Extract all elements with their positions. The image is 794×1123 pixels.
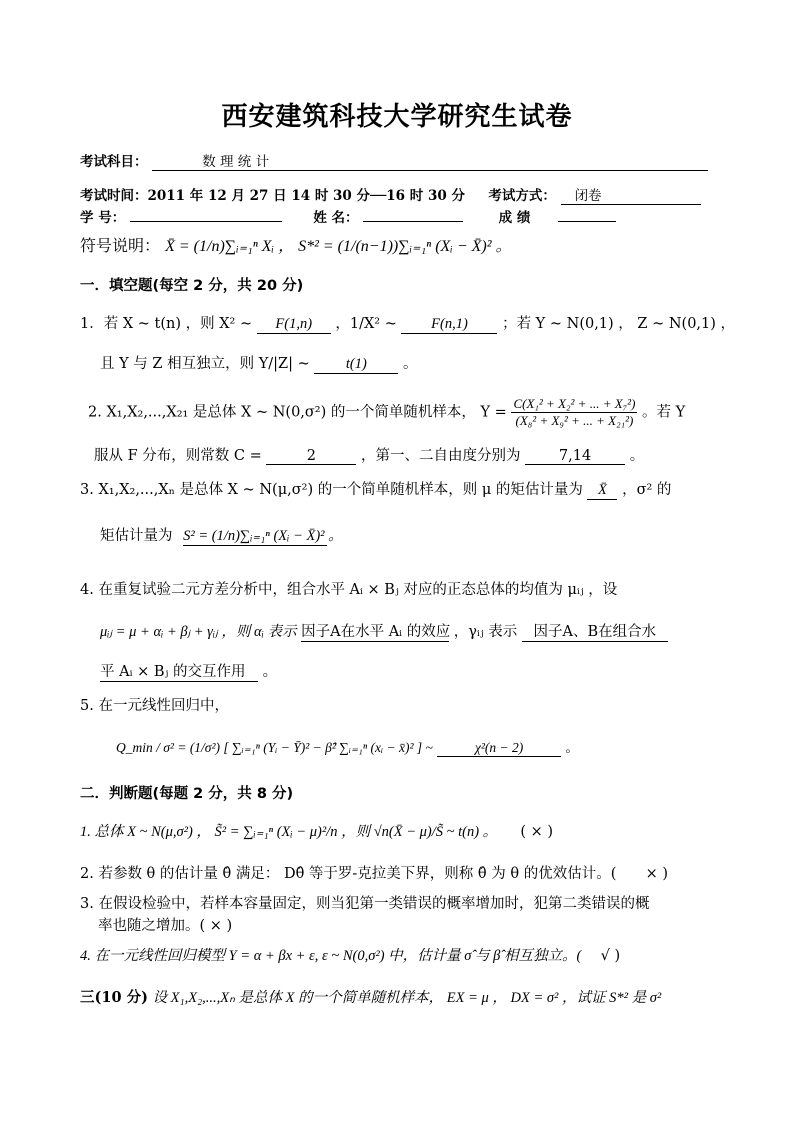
notation-label: 符号说明： <box>80 236 161 255</box>
judge-q2-text: 2. 若参数 θ 的估计量 θ̂ 满足： Dθ̂ 等于罗-克拉美下界，则称 θ̂ 为 θ 的优效估计。( <box>80 866 617 882</box>
q1-answer-2: F(n,1) <box>401 316 497 334</box>
q4-text-a: μᵢⱼ = μ + αᵢ + βⱼ + γᵢⱼ ，则 αᵢ 表示 <box>100 624 297 640</box>
mode-label: 考试方式： <box>488 188 556 204</box>
notation-formula: X̄ = (1/n)∑ᵢ₌₁ⁿ Xᵢ ， S*² = (1/(n−1))∑ᵢ₌₁ⁿ (Xᵢ − X̄)² 。 <box>165 238 512 255</box>
judge-q4-answer: √ ) <box>600 948 621 964</box>
score-field <box>558 207 616 222</box>
student-no-label: 学 号： <box>80 210 126 226</box>
q2-numerator: C(X₁² + X₂² + ... + X₇²) <box>513 396 636 411</box>
q3-text-a: 3. X₁,X₂,...,Xₙ 是总体 X ~ N(μ,σ²) 的一个简单随机样本，则 μ 的矩估计量为 <box>80 482 583 498</box>
score-label: 成 绩 <box>498 210 531 226</box>
student-no-field <box>130 207 282 222</box>
q1-text-c: ；若 Y ~ N(0,1) ， Z ~ N(0,1) ， <box>502 316 736 332</box>
section2-heading: 二．判断题(每题 2 分，共 8 分) <box>80 786 294 802</box>
judge-q1-text: 1. 总体 X ~ N(μ,σ²) ， S̃² = ∑ᵢ₌₁ⁿ (Xᵢ − μ)²/n ，则 √n(X̄ − μ)/S̃ ~ t(n) 。 <box>80 824 498 840</box>
q2-answer-1: 2 <box>266 448 356 465</box>
section1-heading: 一．填空题(每空 2 分，共 20 分) <box>80 278 304 294</box>
judge-q1 <box>80 820 553 841</box>
q1-line2 <box>100 352 417 374</box>
time-value: 2011 年 12 月 27 日 14 时 30 分──16 时 30 分 <box>147 188 465 204</box>
q3-answer-1: X̄ <box>587 482 617 500</box>
q2-denominator: (X₈² + X₉² + ... + X₂₁²) <box>515 413 634 428</box>
q3-answer-2: S² = (1/n)∑ᵢ₌₁ⁿ (Xᵢ − X̄)² 。 <box>183 524 327 546</box>
q2-answer-2: 7,14 <box>525 448 625 465</box>
section3 <box>80 986 661 1007</box>
q1-text-e: 。 <box>402 356 418 372</box>
judge-q3-line2: 率也随之增加。( × ) <box>98 918 233 934</box>
name-label: 姓 名： <box>313 210 359 226</box>
q3-text-b: ，σ² 的 <box>622 482 672 498</box>
q5-answer: χ²(n − 2) <box>437 740 561 757</box>
time-label: 考试时间： <box>80 188 148 204</box>
q2-text-a: 2. X₁,X₂,...,X₂₁ 是总体 X ~ N(0,σ²) 的一个简单随机样本， Y = <box>88 404 507 421</box>
judge-q4 <box>80 944 620 965</box>
q1-text-a: 1．若 X ~ t(n) ，则 X² ~ <box>80 316 253 332</box>
q2-text-c: 服从 F 分布，则常数 C = <box>94 448 262 464</box>
judge-q3-line1: 3. 在假设检验中，若样本容量固定，则当犯第一类错误的概率增加时，犯第二类错误的概 <box>80 896 650 912</box>
q4-answer-1: 因子A在水平 Aᵢ 的效应 <box>301 620 449 642</box>
q1-answer-1: F(1,n) <box>257 316 331 334</box>
subject-label: 考试科目： <box>80 154 148 170</box>
time-row <box>80 184 701 205</box>
q5-line1: 5. 在一元线性回归中， <box>80 698 229 714</box>
q4-answer-2: 因子A、B在组合水 <box>522 620 668 642</box>
q1-answer-3: t(1) <box>314 356 398 374</box>
q4-answer-3: 平 Aᵢ × Bⱼ 的交互作用 <box>100 660 258 682</box>
q4-text-b: ，γᵢⱼ 表示 <box>453 624 518 640</box>
subject-row <box>80 150 708 171</box>
subject-value: 数 理 统 计 <box>152 150 708 171</box>
q2-line1 <box>88 396 685 429</box>
q3-line2 <box>100 524 343 546</box>
q2-text-e: 。 <box>629 448 645 464</box>
q1-text-d: 且 Y 与 Z 相互独立，则 Y/|Z| ~ <box>100 356 310 372</box>
q4-line3 <box>100 660 277 682</box>
q3-text-c: 矩估计量为 <box>100 528 173 544</box>
q2-line2 <box>94 444 644 465</box>
mode-value: 闭卷 <box>561 184 701 205</box>
q2-fraction <box>511 396 637 429</box>
q3-line1 <box>80 478 671 500</box>
judge-q2 <box>80 862 668 883</box>
page-title: 西安建筑科技大学研究生试卷 <box>221 102 573 132</box>
judge-q4-text: 4. 在一元线性回归模型 Y = α + βx + ε, ε ~ N(0,σ²) 中，估计量 σ̂ 与 β̂ 相互独立。( <box>80 948 582 964</box>
section3-label: 三(10 分) <box>80 989 148 1006</box>
q4-line2 <box>100 620 668 642</box>
q2-text-b: 。若 Y <box>642 404 686 421</box>
name-field <box>363 207 463 222</box>
section3-text: 设 X₁,X₂,...,Xₙ 是总体 X 的一个简单随机样本， EX = μ ， DX = σ² ，试证 S*² 是 σ² <box>152 990 662 1006</box>
q5-formula: Q_min / σ² = (1/σ²) [ ∑ᵢ₌₁ⁿ (Yᵢ − Ȳ)² − β̂² ∑ᵢ₌₁ⁿ (xᵢ − x̄)² ] ~ <box>116 740 433 755</box>
q5-end: 。 <box>565 740 579 756</box>
student-row <box>80 206 616 226</box>
judge-q2-answer: × ) <box>645 866 669 882</box>
q4-line1: 4. 在重复试验二元方差分析中，组合水平 Aᵢ × Bⱼ 对应的正态总体的均值为 μᵢⱼ ，设 <box>80 582 618 598</box>
q2-text-d: ，第一、二自由度分别为 <box>360 448 521 464</box>
judge-q1-answer: ( × ) <box>520 824 554 840</box>
q1-line1 <box>80 312 735 334</box>
notation-row <box>80 233 512 256</box>
q1-text-b: ，1/X² ~ <box>335 316 397 332</box>
q4-text-c: 。 <box>262 664 278 680</box>
q5-line2 <box>116 736 579 757</box>
